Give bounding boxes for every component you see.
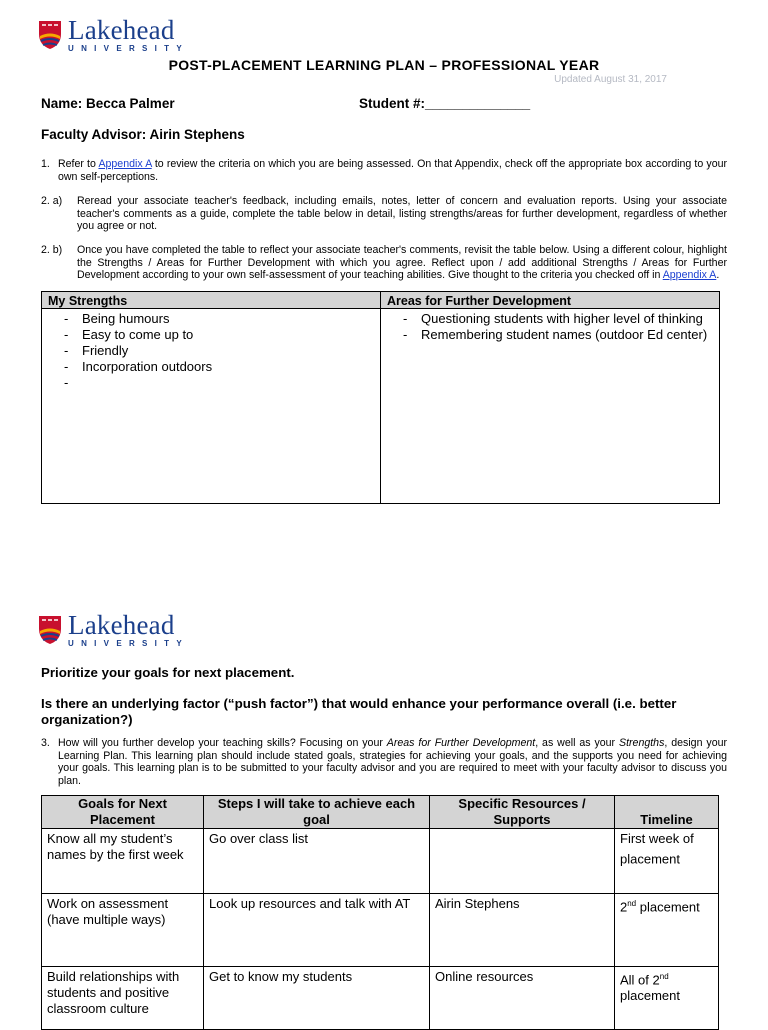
- steps-cell: Look up resources and talk with AT: [204, 894, 430, 967]
- updated-date: Updated August 31, 2017: [554, 74, 667, 85]
- push-factor-question: Is there an underlying factor (“push factor”) that would enhance your performance overall (i.e. better organization?): [41, 696, 677, 727]
- instruction-2b: [41, 244, 727, 284]
- resources-cell: [430, 829, 615, 894]
- list-item: [42, 375, 380, 391]
- timeline-cell: 2nd placement: [615, 894, 719, 967]
- steps-cell: Go over class list: [204, 829, 430, 894]
- areas-list: [381, 311, 719, 343]
- resources-cell: Online resources: [430, 967, 615, 1030]
- goals-header: Goals for Next Placement: [42, 796, 204, 829]
- name-field: Name: Becca Palmer: [41, 96, 175, 111]
- faculty-advisor-field: Faculty Advisor: Airin Stephens: [41, 127, 245, 142]
- strengths-header: My Strengths: [42, 292, 381, 309]
- list-item: - Being humours: [42, 311, 380, 327]
- strengths-cell: [42, 309, 381, 504]
- prioritize-heading: Prioritize your goals for next placement.: [41, 665, 295, 680]
- university-crest-icon: [38, 20, 62, 50]
- university-crest-icon: [38, 615, 62, 645]
- strengths-list: [42, 311, 380, 391]
- steps-cell: Get to know my students: [204, 967, 430, 1030]
- instruction-number: 3.: [41, 737, 50, 749]
- list-item: - Easy to come up to: [42, 327, 380, 343]
- instruction-1: [41, 158, 727, 184]
- instruction-text: How will you further develop your teaching skills? Focusing on your Areas for Further Development, as well as your Strengths, design your Learning Plan. This learning plan should include stated goals, strategies for achieving your goals, and the supports you need for achieving your goals. This learning plan is to be submitted to your faculty advisor and you are required to meet with your faculty advisor to discuss you plan.: [58, 737, 727, 787]
- logo-subtitle: UNIVERSITY: [68, 44, 190, 53]
- table-row: [42, 894, 719, 967]
- list-item: - Remembering student names (outdoor Ed center): [381, 327, 719, 343]
- instruction-text: Once you have completed the table to reflect your associate teacher's comments, revisit the table below. Using a different colour, highlight the Strengths / Areas for Further Development with which you agree. Reflect upon / add additional Strengths / Areas for Further Development according to your own self-assessment of your teaching abilities. Give thought to the criteria you checked off in Appendix A.: [77, 244, 727, 282]
- list-item: - Questioning students with higher level of thinking: [381, 311, 719, 327]
- goal-cell: Build relationships with students and positive classroom culture: [42, 967, 204, 1030]
- resources-cell: Airin Stephens: [430, 894, 615, 967]
- student-number-field: Student #:______________: [359, 96, 531, 111]
- areas-cell: [381, 309, 720, 504]
- instruction-number: 2. a): [41, 195, 63, 207]
- steps-header: Steps I will take to achieve each goal: [204, 796, 430, 829]
- instruction-3: [41, 737, 727, 787]
- logo-subtitle: UNIVERSITY: [68, 639, 190, 648]
- logo-name: Lakehead: [68, 610, 175, 640]
- resources-header: Specific Resources / Supports: [430, 796, 615, 829]
- strengths-table: [41, 291, 720, 504]
- goal-cell: Work on assessment (have multiple ways): [42, 894, 204, 967]
- instruction-2a: [41, 195, 727, 235]
- instruction-number: 2. b): [41, 244, 63, 256]
- timeline-header: Timeline: [615, 796, 719, 829]
- learning-plan-table: [41, 795, 719, 1030]
- instruction-text: Refer to Appendix A to review the criteria on which you are being assessed. On that Appendix, check off the appropriate box according to your own self-perceptions.: [58, 158, 728, 183]
- timeline-cell: First week of placement: [615, 829, 719, 894]
- list-item: - Friendly: [42, 343, 380, 359]
- list-item: - Incorporation outdoors: [42, 359, 380, 375]
- appendix-a-link[interactable]: Appendix A: [98, 158, 152, 170]
- lakehead-logo: [38, 17, 189, 53]
- timeline-cell: All of 2nd placement: [615, 967, 719, 1030]
- document-title: POST-PLACEMENT LEARNING PLAN – PROFESSIONAL YEAR: [168, 57, 600, 73]
- table-row: [42, 967, 719, 1030]
- areas-header: Areas for Further Development: [381, 292, 720, 309]
- table-row: [42, 829, 719, 894]
- logo-name: Lakehead: [68, 15, 175, 45]
- instruction-text: Reread your associate teacher's feedback, including emails, notes, letter of concern and evaluation reports. Using your associate teacher's comments as a guide, complete the table below in detail, listing strengths/areas for further development, regardless of whether you agree or not.: [77, 195, 727, 233]
- lakehead-logo: [38, 612, 189, 648]
- appendix-a-link[interactable]: Appendix A: [662, 269, 717, 282]
- instruction-number: 1.: [41, 158, 50, 170]
- goal-cell: Know all my student’s names by the first week: [42, 829, 204, 894]
